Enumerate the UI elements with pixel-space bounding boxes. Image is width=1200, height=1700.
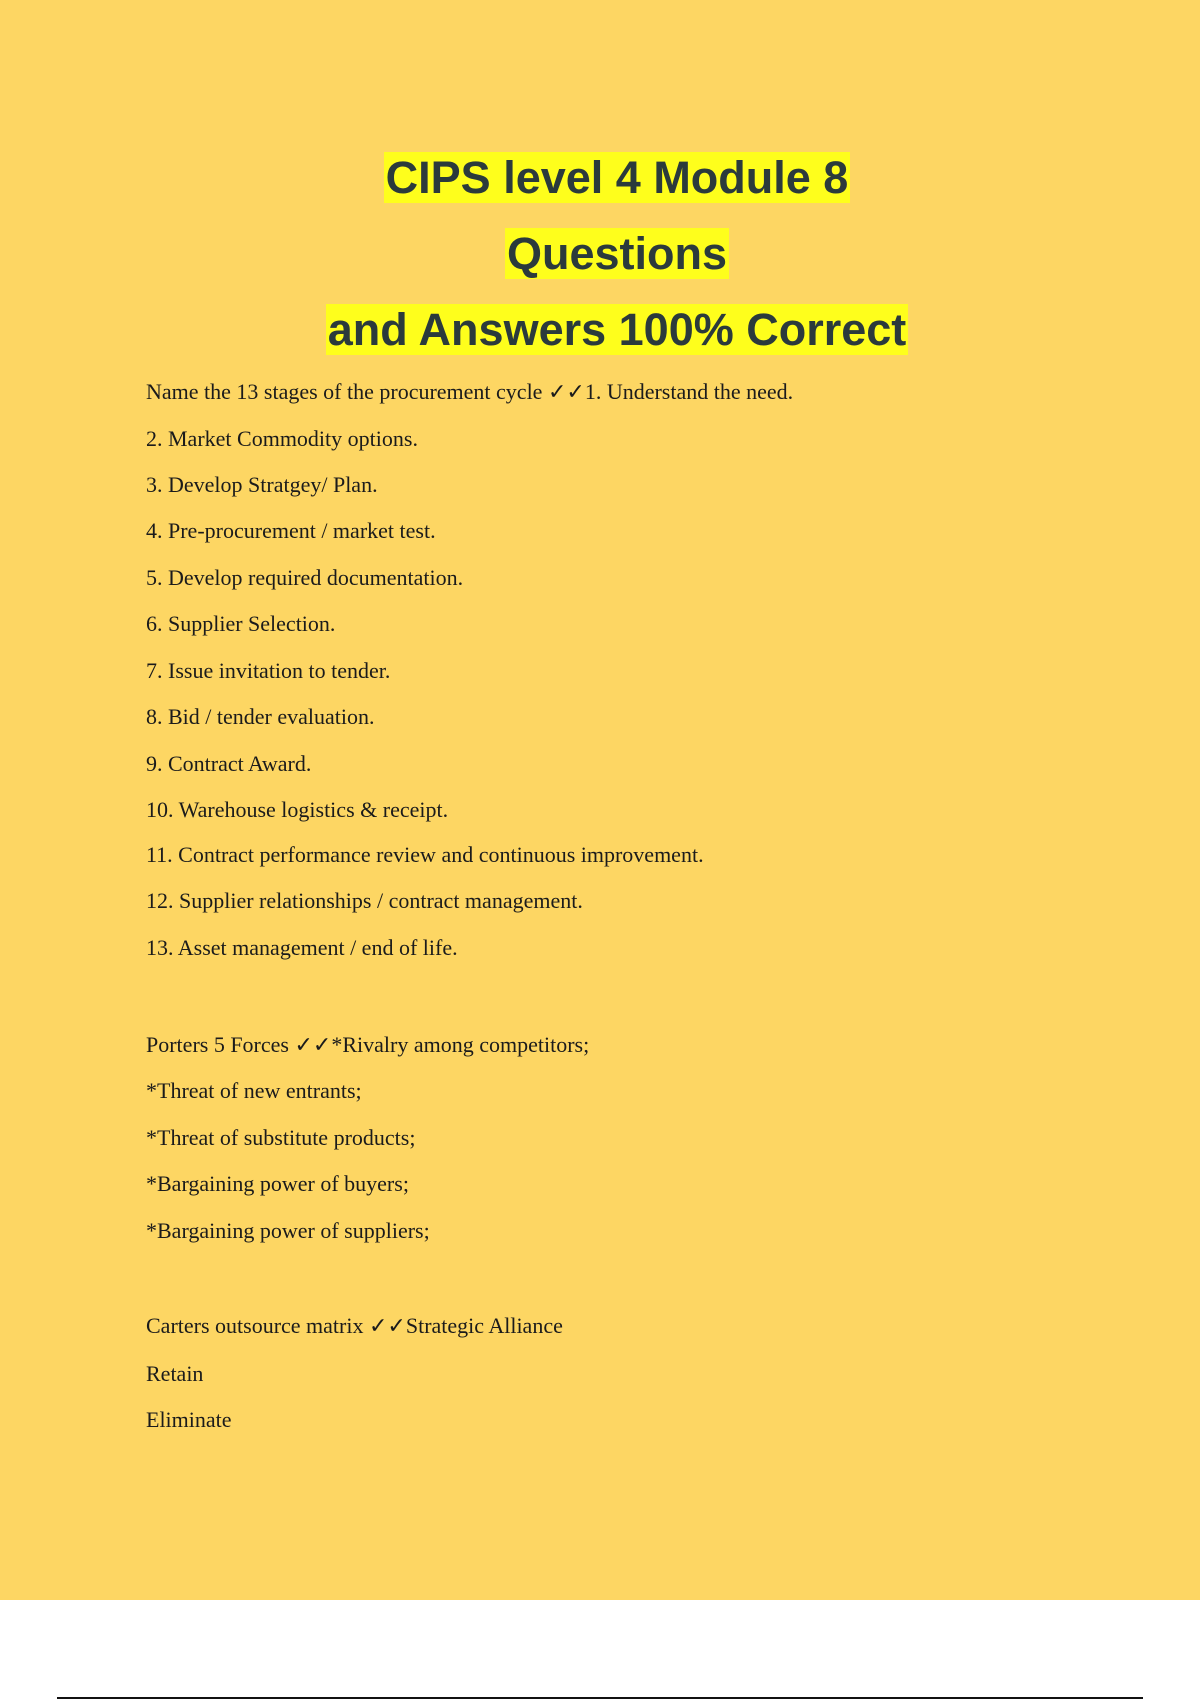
- answer-item: 5. Develop required documentation.: [146, 565, 464, 590]
- answer-item: 7. Issue invitation to tender.: [146, 658, 391, 683]
- answer-item: 4. Pre-procurement / market test.: [146, 518, 436, 543]
- question-carters-matrix: Carters outsource matrix ✓✓Strategic Alliance: [146, 1313, 563, 1338]
- question-procurement-cycle: Name the 13 stages of the procurement cycle ✓✓1. Understand the need.: [146, 379, 794, 404]
- answer-item: 10. Warehouse logistics & receipt.: [146, 797, 449, 822]
- title-line-3: and Answers 100% Correct: [327, 304, 907, 355]
- page-divider: [57, 1697, 1143, 1699]
- answer-item: *Bargaining power of suppliers;: [146, 1218, 430, 1243]
- answer-item: 13. Asset management / end of life.: [146, 935, 458, 960]
- answer-item: 9. Contract Award.: [146, 751, 312, 776]
- answer-item: *Threat of substitute products;: [146, 1125, 416, 1150]
- answer-item: 8. Bid / tender evaluation.: [146, 704, 375, 729]
- answer-item: 6. Supplier Selection.: [146, 611, 336, 636]
- answer-item: *Bargaining power of buyers;: [146, 1171, 409, 1196]
- answer-item: 3. Develop Stratgey/ Plan.: [146, 472, 378, 497]
- answer-item: 11. Contract performance review and continuous improvement.: [146, 842, 704, 867]
- title-line-2: Questions: [506, 228, 728, 279]
- answer-item: 12. Supplier relationships / contract management.: [146, 888, 583, 913]
- question-porters-5-forces: Porters 5 Forces ✓✓*Rivalry among competitors;: [146, 1032, 590, 1057]
- answer-item: *Threat of new entrants;: [146, 1078, 362, 1103]
- answer-item: 2. Market Commodity options.: [146, 426, 418, 451]
- title-line-1: CIPS level 4 Module 8: [385, 152, 849, 203]
- answer-item: Retain: [146, 1361, 204, 1386]
- document-title: [0, 140, 1200, 368]
- answer-item: Eliminate: [146, 1407, 232, 1432]
